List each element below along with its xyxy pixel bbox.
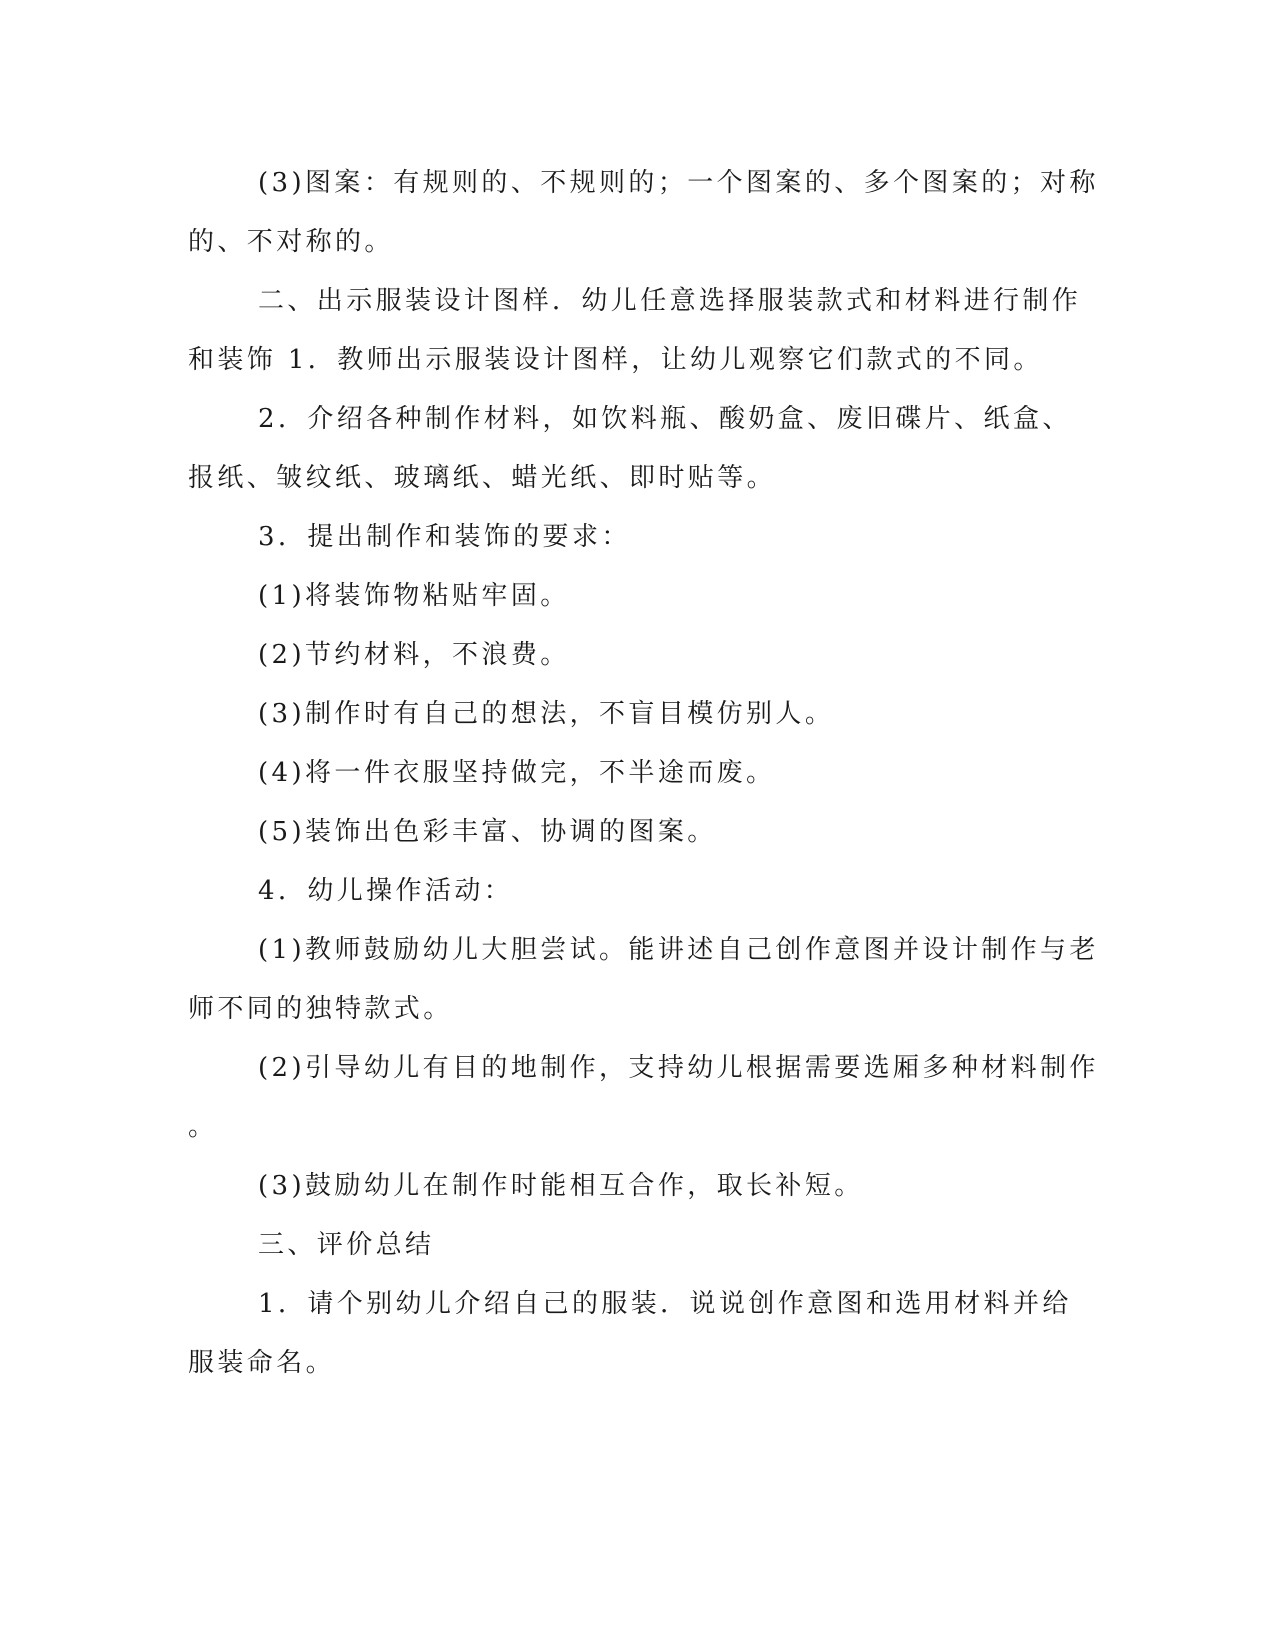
text-line: (3)鼓励幼儿在制作时能相互合作，取长补短。 xyxy=(258,1171,864,1201)
text-line: (1)教师鼓励幼儿大胆尝试。能讲述自己创作意图并设计制作与老 xyxy=(258,935,1099,965)
text-line: (1)将装饰物粘贴牢固。 xyxy=(258,581,570,611)
text-line: 二、出示服装设计图样．幼儿任意选择服装款式和材料进行制作 xyxy=(258,286,1082,316)
text-line: 的、不对称的。 xyxy=(188,227,394,257)
text-line: (3)图案：有规则的、不规则的；一个图案的、多个图案的；对称 xyxy=(258,168,1099,198)
text-line: 和装饰 1．教师出示服装设计图样，让幼儿观察它们款式的不同。 xyxy=(188,345,1043,375)
text-line: (2)引导幼儿有目的地制作，支持幼儿根据需要选厢多种材料制作 xyxy=(258,1053,1099,1083)
text-line: (4)将一件衣服坚持做完，不半途而废。 xyxy=(258,758,776,788)
text-line: 服装命名。 xyxy=(188,1348,336,1378)
text-line: 师不同的独特款式。 xyxy=(188,994,453,1024)
text-line: 。 xyxy=(188,1112,218,1142)
text-line: 报纸、皱纹纸、玻璃纸、蜡光纸、即时贴等。 xyxy=(188,463,777,493)
text-line: (3)制作时有自己的想法，不盲目模仿别人。 xyxy=(258,699,835,729)
text-line: (5)装饰出色彩丰富、协调的图案。 xyxy=(258,817,717,847)
text-line: 三、评价总结 xyxy=(258,1230,435,1260)
text-line: 4．幼儿操作活动： xyxy=(258,876,514,906)
text-line: 3．提出制作和装饰的要求： xyxy=(258,522,631,552)
text-line: 1．请个别幼儿介绍自己的服装．说说创作意图和选用材料并给 xyxy=(258,1289,1072,1319)
text-line: (2)节约材料，不浪费。 xyxy=(258,640,570,670)
text-line: 2．介绍各种制作材料，如饮料瓶、酸奶盒、废旧碟片、纸盒、 xyxy=(258,404,1072,434)
